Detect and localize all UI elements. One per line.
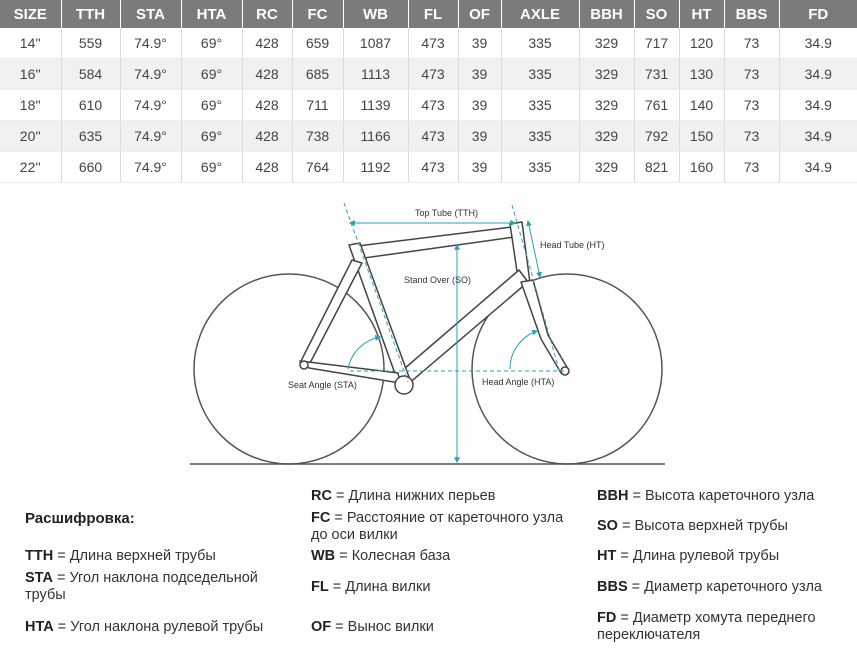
table-cell: 20'' (0, 121, 61, 152)
table-cell: 73 (724, 59, 779, 90)
table-cell: 764 (292, 152, 343, 183)
legend-text: = Диаметр кареточного узла (627, 579, 822, 595)
table-cell: 428 (242, 152, 292, 183)
table-cell: 335 (501, 90, 579, 121)
table-cell: 73 (724, 152, 779, 183)
table-cell: 34.9 (779, 152, 857, 183)
table-cell: 610 (61, 90, 120, 121)
legend-abbr: BBH (597, 488, 629, 504)
legend-item (597, 488, 847, 505)
legend-text: = Длина вилки (328, 579, 431, 595)
table-cell: 74.9° (120, 152, 181, 183)
column-header: SIZE (0, 0, 61, 28)
table-cell: 74.9° (120, 59, 181, 90)
column-header: AXLE (501, 0, 579, 28)
column-header: STA (120, 0, 181, 28)
column-header: BBS (724, 0, 779, 28)
table-cell: 335 (501, 28, 579, 59)
table-cell: 74.9° (120, 121, 181, 152)
table-row (0, 152, 857, 183)
top-tube-label: Top Tube (TTH) (415, 208, 479, 218)
table-cell: 1139 (343, 90, 408, 121)
table-cell: 34.9 (779, 59, 857, 90)
table-cell: 473 (408, 90, 458, 121)
legend-text: = Длина верхней трубы (53, 548, 216, 564)
legend-item (311, 510, 581, 544)
table-cell: 473 (408, 121, 458, 152)
table-cell: 39 (458, 90, 501, 121)
table-cell: 335 (501, 121, 579, 152)
table-cell: 685 (292, 59, 343, 90)
legend-item (25, 548, 295, 565)
table-row (0, 121, 857, 152)
head-tube-label: Head Tube (HT) (540, 240, 605, 250)
table-cell: 22'' (0, 152, 61, 183)
legend-text: = Длина рулевой трубы (616, 548, 780, 564)
legend-abbr: TTH (25, 548, 54, 564)
table-cell: 329 (579, 152, 634, 183)
table-cell: 635 (61, 121, 120, 152)
table-cell: 69° (181, 152, 242, 183)
column-header: FC (292, 0, 343, 28)
table-cell: 329 (579, 59, 634, 90)
column-header: TTH (61, 0, 120, 28)
table-cell: 130 (679, 59, 724, 90)
table-row (0, 59, 857, 90)
legend-abbr: OF (311, 619, 332, 635)
table-cell: 16'' (0, 59, 61, 90)
table-cell: 160 (679, 152, 724, 183)
table-cell: 34.9 (779, 90, 857, 121)
column-header: HTA (181, 0, 242, 28)
table-cell: 428 (242, 28, 292, 59)
column-header: RC (242, 0, 292, 28)
table-cell: 69° (181, 28, 242, 59)
table-cell: 39 (458, 121, 501, 152)
legend-abbr: HTA (25, 619, 54, 635)
legend-item (311, 548, 581, 565)
table-cell: 717 (634, 28, 679, 59)
column-header: FL (408, 0, 458, 28)
legend-text: = Длина нижних перьев (331, 488, 496, 504)
table-cell: 1166 (343, 121, 408, 152)
table-cell: 659 (292, 28, 343, 59)
table-cell: 584 (61, 59, 120, 90)
table-cell: 39 (458, 28, 501, 59)
legend-text: = Угол наклона рулевой трубы (53, 619, 264, 635)
table-cell: 559 (61, 28, 120, 59)
legend-abbr: SO (597, 518, 618, 534)
legend-item (311, 579, 581, 596)
table-cell: 792 (634, 121, 679, 152)
table-row (0, 28, 857, 59)
column-header: FD (779, 0, 857, 28)
column-header: HT (679, 0, 724, 28)
table-cell: 34.9 (779, 28, 857, 59)
legend-abbr: FC (311, 510, 331, 526)
table-cell: 473 (408, 28, 458, 59)
table-cell: 428 (242, 59, 292, 90)
table-cell: 731 (634, 59, 679, 90)
table-cell: 73 (724, 121, 779, 152)
table-cell: 34.9 (779, 121, 857, 152)
legend-abbr: RC (311, 488, 332, 504)
table-cell: 73 (724, 90, 779, 121)
table-cell: 761 (634, 90, 679, 121)
table-cell: 14'' (0, 28, 61, 59)
table-cell: 69° (181, 59, 242, 90)
table-cell: 69° (181, 121, 242, 152)
legend-abbr: HT (597, 548, 617, 564)
table-cell: 39 (458, 152, 501, 183)
bike-geometry-diagram (0, 185, 857, 475)
table-cell: 329 (579, 28, 634, 59)
head-angle-arc (510, 331, 537, 369)
legend-abbr: WB (311, 548, 336, 564)
legend-item (311, 619, 581, 636)
legend-title: Расшифровка: (25, 510, 135, 527)
legend-item (25, 619, 295, 636)
legend-abbr: FL (311, 579, 329, 595)
geometry-table (0, 0, 857, 183)
legend-text: = Колесная база (335, 548, 451, 564)
table-cell: 473 (408, 152, 458, 183)
table-row (0, 90, 857, 121)
bike-frame (300, 222, 569, 394)
table-cell: 1087 (343, 28, 408, 59)
table-cell: 150 (679, 121, 724, 152)
seat-angle-arc (348, 337, 380, 369)
legend-item (597, 579, 847, 596)
table-cell: 821 (634, 152, 679, 183)
legend-text: = Угол наклона подседельной трубы (25, 570, 258, 603)
table-cell: 18'' (0, 90, 61, 121)
legend-item (25, 570, 295, 604)
table-cell: 329 (579, 121, 634, 152)
legend-item (597, 518, 847, 535)
column-header: OF (458, 0, 501, 28)
table-cell: 428 (242, 90, 292, 121)
table-cell: 329 (579, 90, 634, 121)
column-header: WB (343, 0, 408, 28)
table-cell: 120 (679, 28, 724, 59)
legend-text: = Высота верхней трубы (617, 518, 788, 534)
table-cell: 39 (458, 59, 501, 90)
seat-angle-label: Seat Angle (STA) (288, 380, 357, 390)
table-cell: 738 (292, 121, 343, 152)
legend-abbr: STA (25, 570, 53, 586)
table-cell: 1192 (343, 152, 408, 183)
table-cell: 711 (292, 90, 343, 121)
legend-item (597, 610, 847, 644)
head-angle-label: Head Angle (HTA) (482, 377, 555, 387)
legend-item (597, 548, 847, 565)
table-header-row (0, 0, 857, 28)
table-cell: 428 (242, 121, 292, 152)
legend-abbr: BBS (597, 579, 628, 595)
table-cell: 335 (501, 59, 579, 90)
table-cell: 73 (724, 28, 779, 59)
table-cell: 74.9° (120, 28, 181, 59)
legend-text: = Расстояние от кареточного узла до оси вилки (311, 510, 564, 543)
legend-item (311, 488, 581, 505)
legend-text: = Диаметр хомута переднего переключателя (597, 610, 816, 643)
table-body (0, 28, 857, 183)
column-header: BBH (579, 0, 634, 28)
table-cell: 140 (679, 90, 724, 121)
table-cell: 1113 (343, 59, 408, 90)
table-cell: 69° (181, 90, 242, 121)
legend-abbr: FD (597, 610, 617, 626)
legend-text: = Вынос вилки (331, 619, 434, 635)
table-cell: 660 (61, 152, 120, 183)
stand-over-label: Stand Over (SO) (404, 275, 472, 285)
table-cell: 335 (501, 152, 579, 183)
table-cell: 74.9° (120, 90, 181, 121)
legend-text: = Высота кареточного узла (628, 488, 815, 504)
table-cell: 473 (408, 59, 458, 90)
column-header: SO (634, 0, 679, 28)
